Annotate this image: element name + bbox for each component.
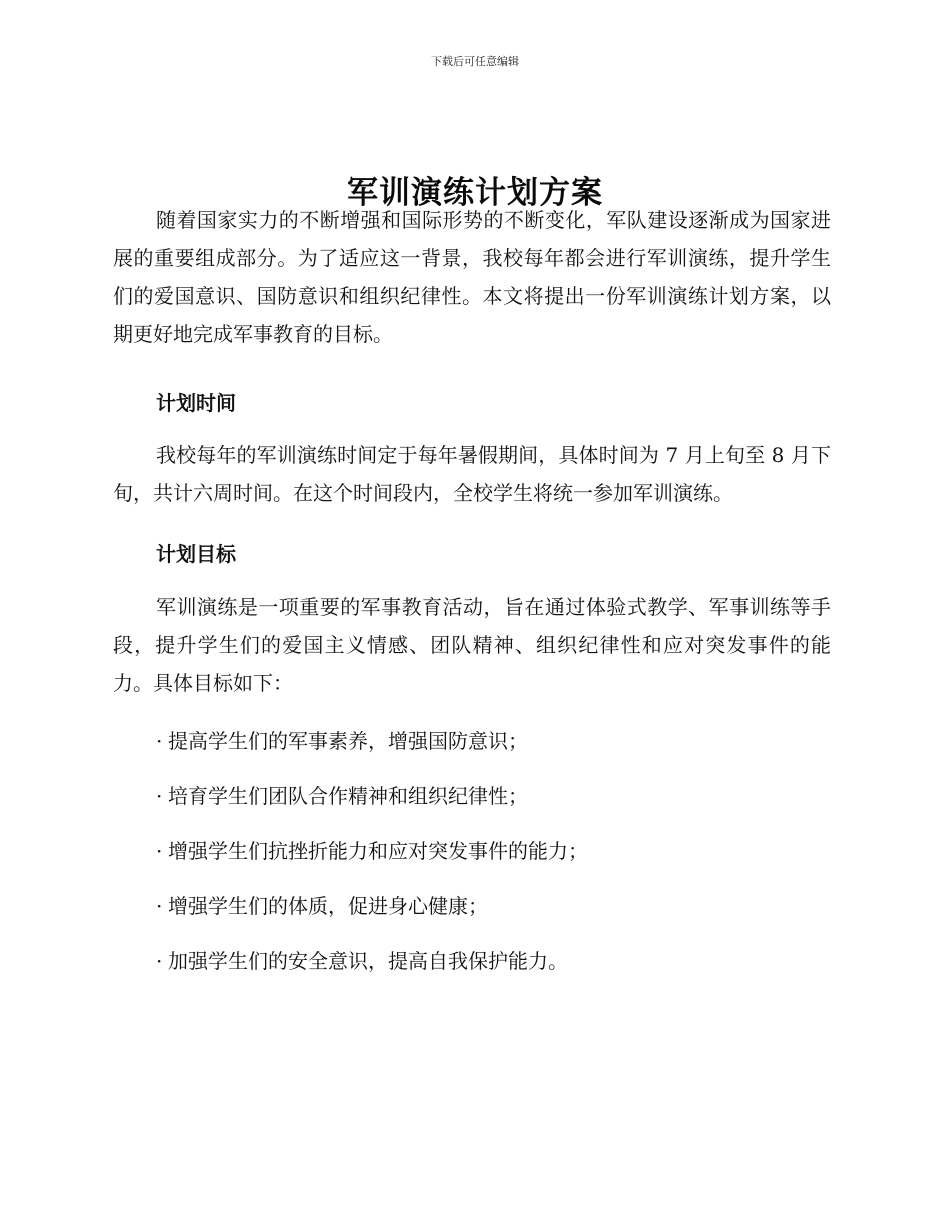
bullet-icon: · bbox=[156, 839, 163, 863]
goal-text: 加强学生们的安全意识，提高自我保护能力。 bbox=[168, 949, 568, 973]
goal-text: 培育学生们团队合作精神和组织纪律性； bbox=[168, 784, 528, 808]
goal-text: 增强学生们的体质，促进身心健康； bbox=[168, 894, 488, 918]
goal-text: 增强学生们抗挫折能力和应对突发事件的能力； bbox=[168, 839, 588, 863]
intro-paragraph: 随着国家实力的不断增强和国际形势的不断变化，军队建设逐渐成为国家进展的重要组成部分。为了适应这一背景，我校每年都会进行军训演练，提升学生们的爱国意识、国防意识和组织纪律性。本文将提出一份军训演练计划方案，以期更好地完成军事教育的目标。 bbox=[113, 208, 831, 346]
bullet-icon: · bbox=[156, 894, 163, 918]
document-title: 军训演练计划方案 bbox=[347, 174, 603, 211]
goal-list-item bbox=[156, 947, 588, 975]
section-heading-plan-goals: 计划目标 bbox=[156, 542, 236, 566]
goal-list-item bbox=[156, 837, 588, 865]
bullet-icon: · bbox=[156, 949, 163, 973]
section-heading-plan-time: 计划时间 bbox=[156, 391, 236, 415]
goal-list-item bbox=[156, 782, 588, 810]
plan-time-paragraph: 我校每年的军训演练时间定于每年暑假期间，具体时间为 7 月上旬至 8 月下旬，共计六周时间。在这个时间段内，全校学生将统一参加军训演练。 bbox=[113, 443, 831, 505]
goal-text: 提高学生们的军事素养，增强国防意识； bbox=[168, 729, 528, 753]
goal-list bbox=[156, 727, 588, 1002]
bullet-icon: · bbox=[156, 784, 163, 808]
goal-list-item bbox=[156, 892, 588, 920]
plan-goals-paragraph: 军训演练是一项重要的军事教育活动，旨在通过体验式教学、军事训练等手段，提升学生们的爱国主义情感、团队精神、组织纪律性和应对突发事件的能力。具体目标如下： bbox=[113, 595, 831, 695]
goal-list-item bbox=[156, 727, 588, 755]
bullet-icon: · bbox=[156, 729, 163, 753]
header-note: 下载后可任意编辑 bbox=[431, 55, 519, 68]
